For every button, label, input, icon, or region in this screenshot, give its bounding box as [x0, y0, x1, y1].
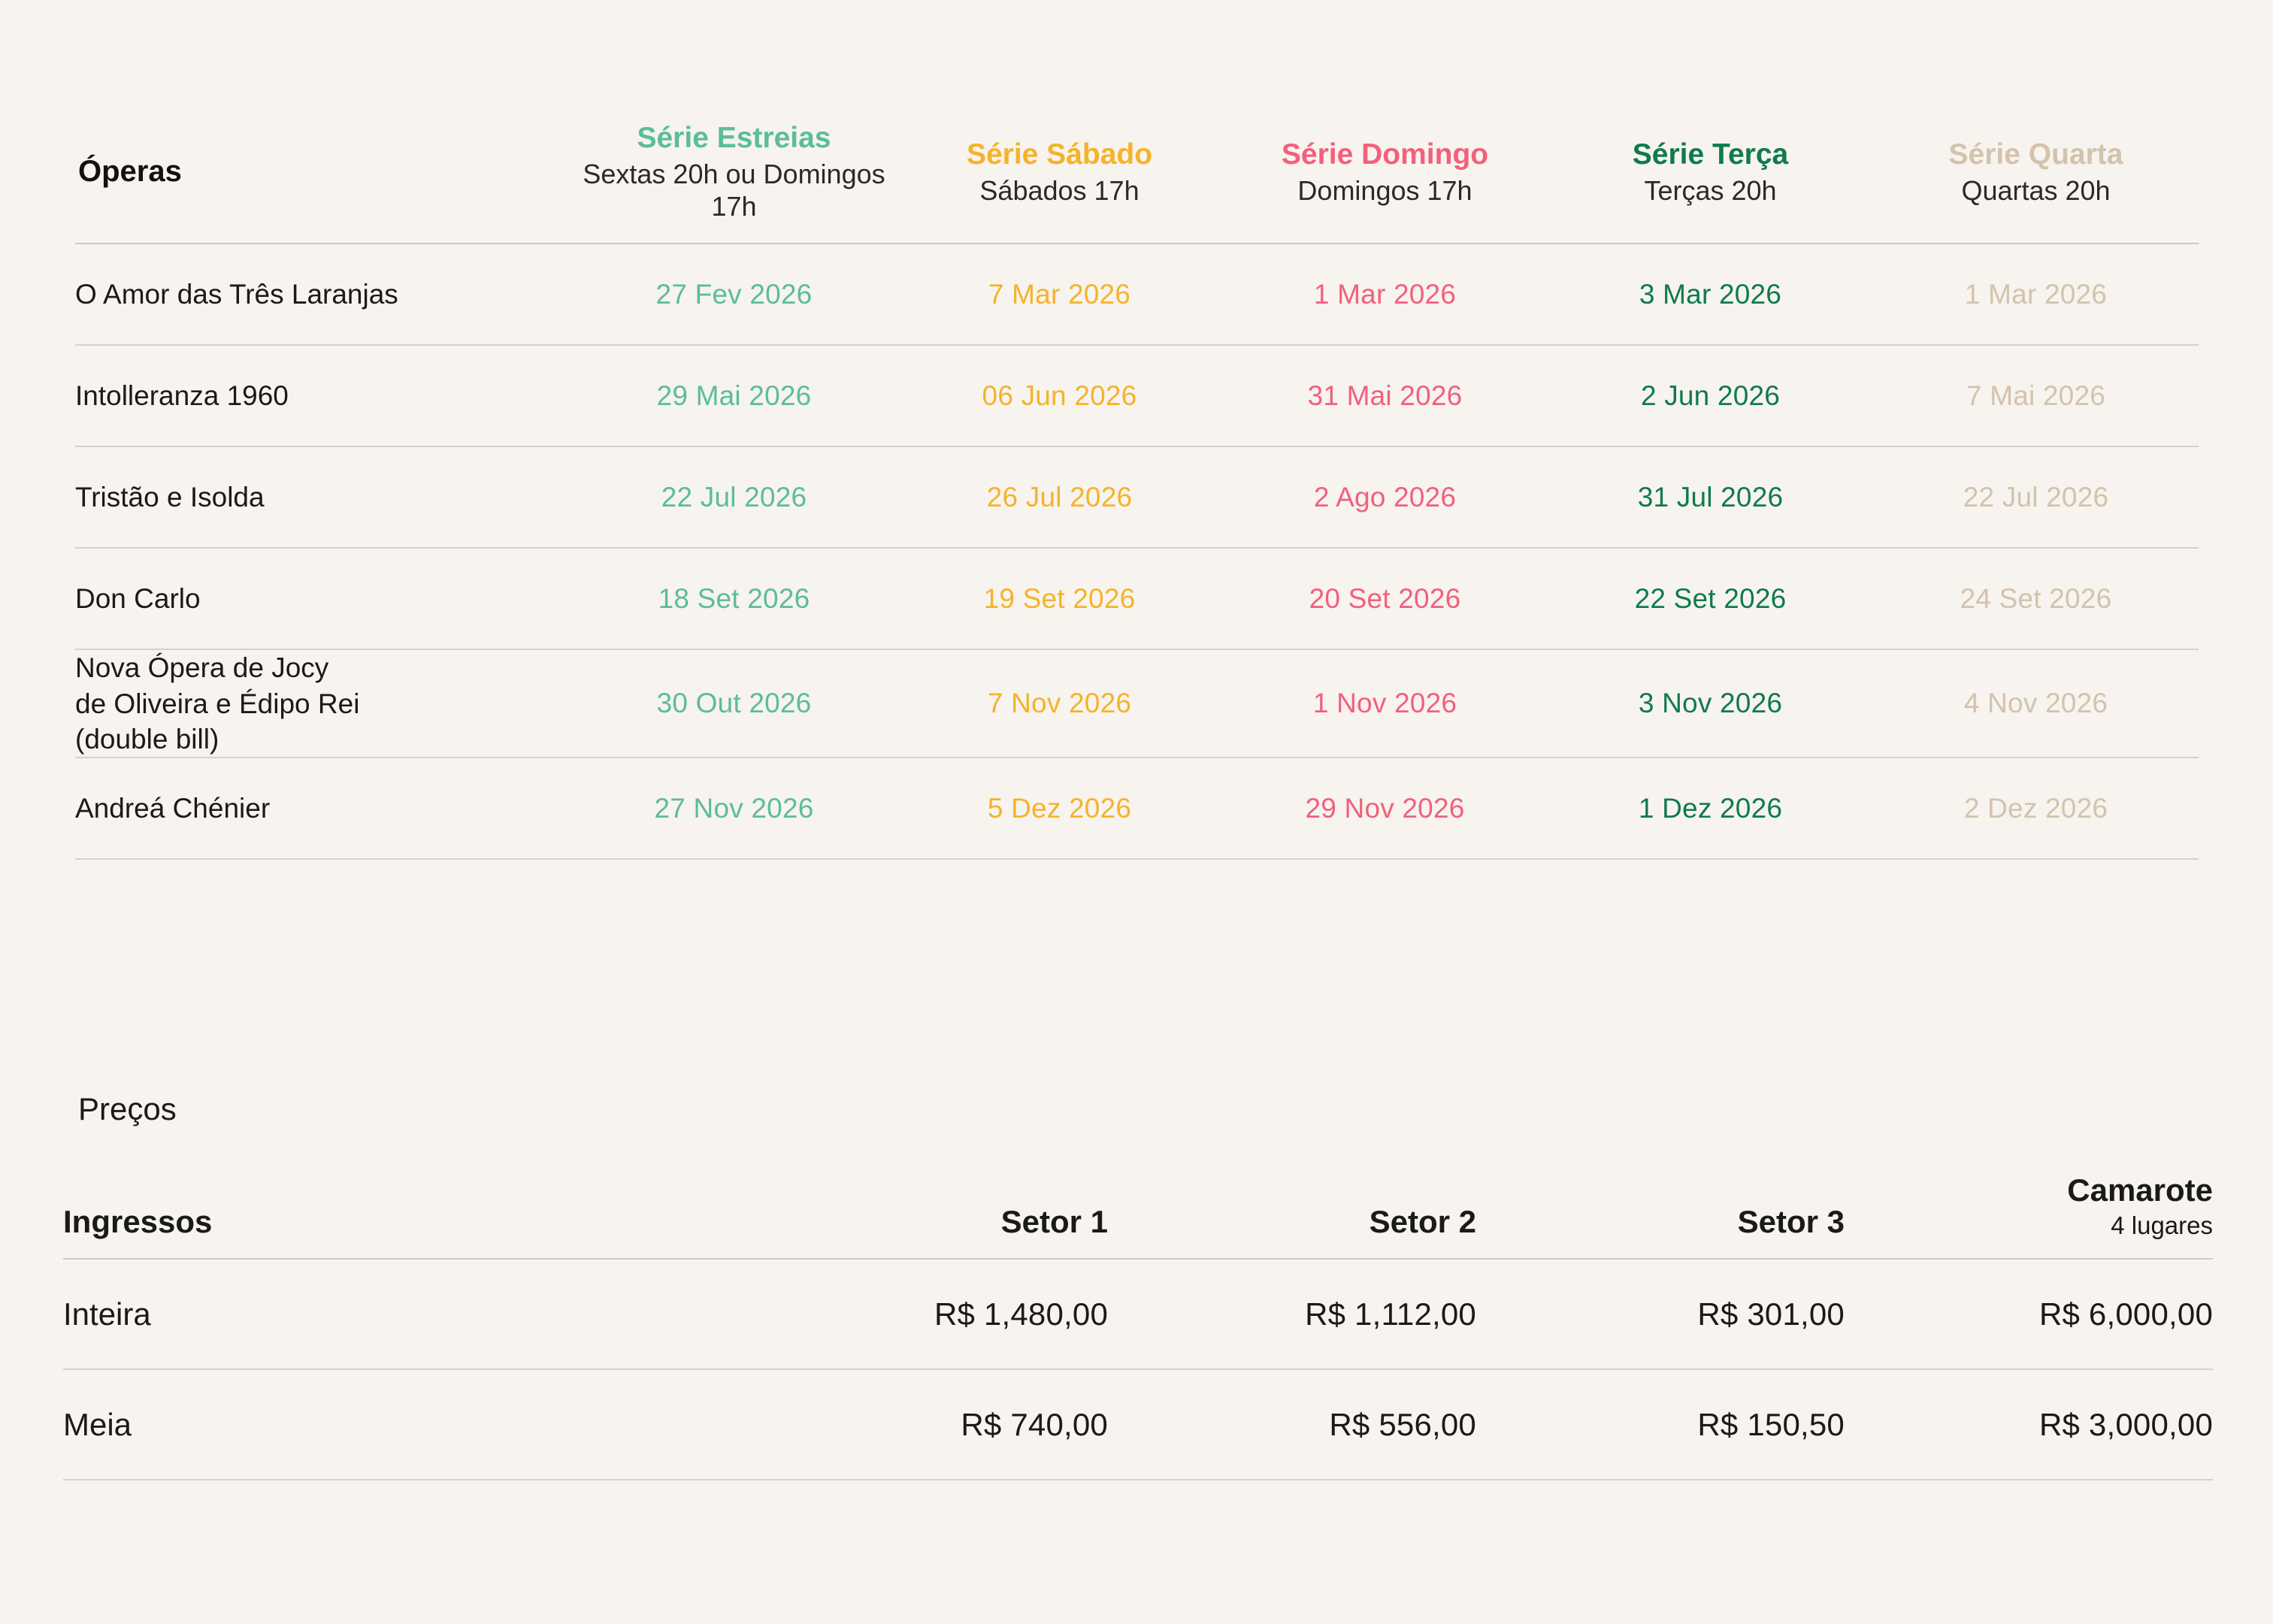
price-camarote: R$ 6,000,00: [2038, 1296, 2213, 1332]
series-subtitle-domingo: Domingos 17h: [1297, 174, 1472, 206]
date-quarta: 7 Mai 2026: [1966, 380, 2106, 411]
camarote-header: [1845, 1172, 2213, 1259]
opera-title: O Amor das Três Laranjas: [75, 279, 398, 310]
date-sabado: 19 Set 2026: [983, 582, 1136, 614]
date-quarta: 2 Dez 2026: [1963, 792, 2108, 824]
date-estreias: 18 Set 2026: [658, 582, 810, 614]
prices-table: [63, 1172, 2213, 1480]
price-sector3: R$ 150,50: [1697, 1406, 1845, 1442]
series-subtitle-estreias: Sextas 20h ou Domingos 17h: [583, 158, 885, 222]
table-row: [63, 1369, 2213, 1480]
date-domingo: 31 Mai 2026: [1307, 380, 1463, 411]
sector2-header: [1108, 1172, 1476, 1259]
date-quarta: 24 Set 2026: [1960, 582, 2112, 614]
series-header-estreias: [571, 120, 897, 243]
date-domingo: 2 Ago 2026: [1313, 481, 1457, 513]
date-terca: 3 Nov 2026: [1638, 688, 1783, 719]
series-title-estreias: Série Estreias: [637, 122, 831, 154]
date-terca: 3 Mar 2026: [1639, 278, 1782, 310]
series-subtitle-terca: Terças 20h: [1644, 174, 1777, 206]
opera-title: Tristão e Isolda: [75, 482, 265, 513]
series-header-quarta: [1873, 120, 2199, 243]
sector1-header: [740, 1172, 1108, 1259]
date-terca: 31 Jul 2026: [1637, 481, 1784, 513]
opera-title-line2: de Oliveira e Édipo Rei: [75, 688, 360, 719]
date-estreias: 22 Jul 2026: [661, 481, 807, 513]
opera-schedule-table: [75, 120, 2199, 860]
opera-title: Don Carlo: [75, 583, 201, 615]
operas-column-header: Óperas: [75, 120, 571, 243]
table-row: [75, 345, 2199, 446]
price-sector2: R$ 1,112,00: [1305, 1296, 1476, 1332]
date-sabado: 7 Mar 2026: [988, 278, 1131, 310]
price-sector2: R$ 556,00: [1329, 1406, 1476, 1442]
series-header-sabado: [897, 120, 1222, 243]
series-title-quarta: Série Quarta: [1948, 138, 2123, 171]
prices-header-row: [63, 1172, 2213, 1259]
table-row: [75, 758, 2199, 859]
series-subtitle-quarta: Quartas 20h: [1961, 174, 2111, 206]
table-row: [63, 1259, 2213, 1369]
table-row: [75, 548, 2199, 649]
date-quarta: 1 Mar 2026: [1964, 278, 2108, 310]
date-terca: 22 Set 2026: [1634, 582, 1787, 614]
date-quarta: 4 Nov 2026: [1963, 688, 2108, 719]
sector1-title: Setor 1: [1000, 1204, 1108, 1239]
series-header-domingo: [1222, 120, 1548, 243]
date-sabado: 5 Dez 2026: [987, 792, 1132, 824]
date-estreias: 27 Fev 2026: [655, 278, 813, 310]
table-row: [75, 446, 2199, 548]
ticket-type-label: Inteira: [63, 1296, 151, 1332]
opera-title: Intolleranza 1960: [75, 380, 289, 412]
schedule-header-row: [75, 120, 2199, 243]
series-title-sabado: Série Sábado: [966, 138, 1153, 171]
date-sabado: 26 Jul 2026: [986, 481, 1133, 513]
opera-title-line3: (double bill): [75, 724, 219, 755]
price-sector1: R$ 740,00: [961, 1406, 1108, 1442]
date-terca: 1 Dez 2026: [1638, 792, 1783, 824]
date-domingo: 1 Mar 2026: [1313, 278, 1457, 310]
date-quarta: 22 Jul 2026: [1963, 481, 2109, 513]
date-estreias: 30 Out 2026: [656, 688, 812, 719]
date-domingo: 20 Set 2026: [1309, 582, 1461, 614]
price-sector1: R$ 1,480,00: [934, 1296, 1108, 1332]
date-estreias: 29 Mai 2026: [656, 380, 812, 411]
prices-section-title: Preços: [78, 1091, 177, 1127]
date-terca: 2 Jun 2026: [1640, 380, 1781, 411]
series-header-terca: [1548, 120, 1873, 243]
opera-title: Andreá Chénier: [75, 793, 271, 824]
opera-title-line1: Nova Ópera de Jocy: [75, 652, 329, 684]
table-row: [75, 243, 2199, 345]
camarote-subtitle: 4 lugares: [2111, 1211, 2213, 1239]
sector3-title: Setor 3: [1737, 1204, 1845, 1239]
date-domingo: 1 Nov 2026: [1312, 688, 1457, 719]
series-title-terca: Série Terça: [1632, 138, 1789, 171]
price-sector3: R$ 301,00: [1697, 1296, 1845, 1332]
series-subtitle-sabado: Sábados 17h: [979, 174, 1140, 206]
sector3-header: [1476, 1172, 1845, 1259]
series-title-domingo: Série Domingo: [1281, 138, 1489, 171]
sector2-title: Setor 2: [1369, 1204, 1476, 1239]
date-sabado: 7 Nov 2026: [987, 688, 1132, 719]
date-estreias: 27 Nov 2026: [654, 792, 814, 824]
table-row: [75, 649, 2199, 758]
date-domingo: 29 Nov 2026: [1305, 792, 1465, 824]
ticket-type-label: Meia: [63, 1406, 132, 1442]
opera-title: [75, 649, 571, 758]
tickets-column-header: Ingressos: [63, 1172, 740, 1259]
camarote-title: Camarote: [2067, 1172, 2213, 1208]
price-camarote: R$ 3,000,00: [2038, 1406, 2213, 1442]
date-sabado: 06 Jun 2026: [982, 380, 1137, 411]
